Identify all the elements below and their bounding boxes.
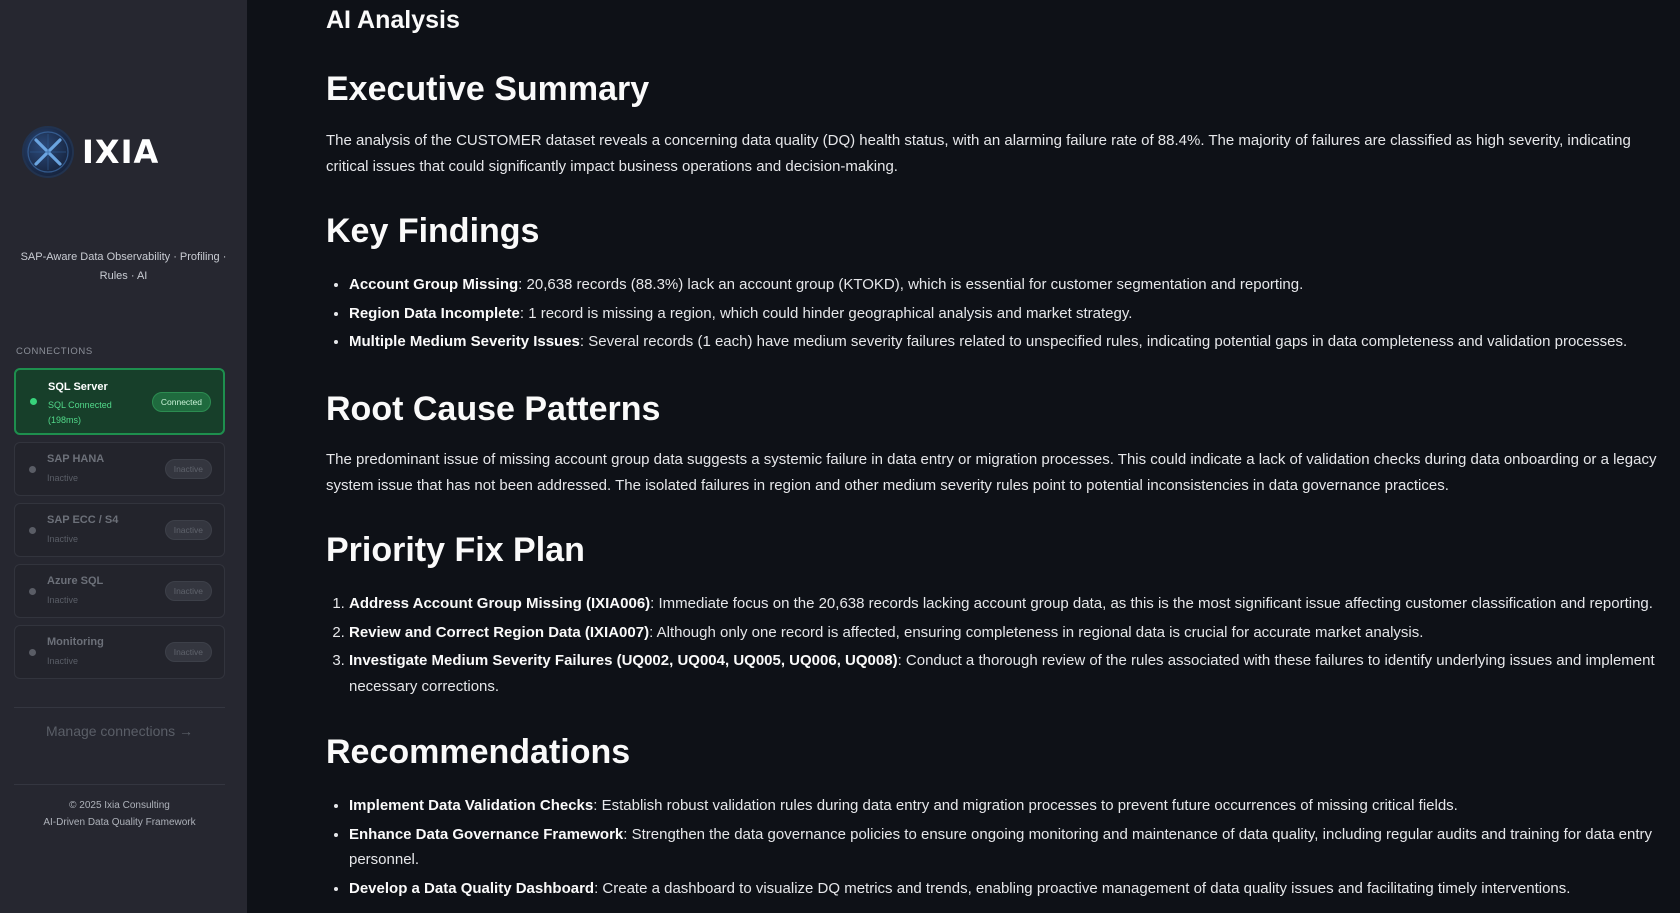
ixia-logo-mark-icon (22, 126, 74, 178)
list-item (349, 591, 1676, 617)
status-dot-icon (29, 466, 36, 473)
fix-title: Investigate Medium Severity Failures (UQ002, UQ004, UQ005, UQ006, UQ008) (349, 652, 898, 669)
recommendation-title: Enhance Data Governance Framework (349, 825, 624, 843)
recommendation-text: : Strengthen the data governance policies to ensure ongoing monitoring and maintenance of data quality, including regular audits and training for data entry personnel. (349, 825, 1653, 868)
recommendation-title: Implement Data Validation Checks (349, 797, 594, 814)
list-item (349, 648, 1676, 699)
finding-text: : 1 record is missing a region, which could hinder geographical analysis and market strategy. (519, 304, 1133, 322)
connection-name: SQL Server (48, 381, 108, 393)
connection-sql-server[interactable] (14, 368, 225, 435)
sidebar (0, 0, 247, 913)
tagline-line-1: SAP-Aware Data Observability · Profiling · (20, 251, 227, 263)
status-badge: Inactive (165, 459, 212, 479)
root-cause-heading: Root Cause Patterns (326, 390, 661, 428)
finding-title: Account Group Missing (349, 276, 519, 293)
list-item (349, 272, 1676, 298)
manage-connections-link[interactable]: Manage connections → (45, 723, 194, 739)
list-item (349, 793, 1676, 819)
priority-fix-plan-heading: Priority Fix Plan (326, 531, 585, 569)
fix-text: : Conduct a thorough review of the rules associated with these failures to identify underlying issues and implement necessary corrections. (349, 652, 1655, 695)
connection-status: Inactive (47, 473, 79, 483)
list-item (349, 822, 1676, 873)
priority-fix-plan-list (326, 591, 1676, 702)
status-dot-icon (29, 527, 36, 534)
connection-sap-ecc-s4[interactable] (14, 503, 225, 557)
page-title: AI Analysis (326, 6, 460, 34)
copyright-text: © 2025 Ixia Consulting (69, 800, 170, 811)
sidebar-footer (0, 797, 239, 831)
connections-list (14, 368, 225, 686)
connection-status-line-1: SQL Connected (48, 400, 112, 410)
status-dot-icon (30, 398, 37, 405)
status-badge: Inactive (165, 520, 212, 540)
recommendation-title: Develop a Data Quality Dashboard (349, 879, 595, 897)
recommendation-text: : Create a dashboard to visualize DQ metrics and trends, enabling proactive management of data quality issues and facilitating timely interventions. (594, 879, 1571, 897)
connection-monitoring[interactable] (14, 625, 225, 679)
connections-section-label: CONNECTIONS (16, 346, 93, 357)
connection-status: Inactive (47, 656, 79, 666)
recommendation-text: : Establish robust validation rules during data entry and migration processes to prevent future occurrences of missing critical fields. (593, 797, 1458, 814)
recommendations-list (326, 793, 1676, 904)
sidebar-divider (14, 784, 225, 785)
finding-text: : 20,638 records (88.3%) lack an account group (KTOKD), which is essential for customer segmentation and reporting. (518, 276, 1304, 293)
list-item (349, 876, 1676, 902)
connection-status: Inactive (47, 534, 79, 544)
list-item (349, 301, 1676, 327)
logo-text: IXIA (82, 133, 160, 171)
tagline (10, 248, 237, 286)
status-badge: Inactive (165, 581, 212, 601)
fix-text: : Immediate focus on the 20,638 records lacking account group data, as this is the most significant issue affecting customer classification and reporting. (650, 595, 1653, 612)
fix-title: Review and Correct Region Data (IXIA007) (349, 623, 650, 641)
connection-name: Monitoring (47, 636, 104, 648)
fix-text: : Although only one record is affected, ensuring completeness in regional data is crucial for accurate market analysis. (649, 623, 1424, 641)
status-dot-icon (29, 588, 36, 595)
connection-azure-sql[interactable] (14, 564, 225, 618)
executive-summary-text: The analysis of the CUSTOMER dataset reveals a concerning data quality (DQ) health status, with an alarming failure rate of 88.4%. The majority of failures are classified as high severity, indicating critical issues that could significantly impact business operations and decision-making. (326, 132, 1631, 175)
connection-sap-hana[interactable] (14, 442, 225, 496)
connection-name: Azure SQL (47, 575, 104, 587)
connection-status (48, 398, 143, 428)
main-content (247, 0, 1680, 913)
connection-status: Inactive (47, 595, 79, 605)
status-badge: Inactive (165, 642, 212, 662)
key-findings-heading: Key Findings (326, 212, 540, 250)
sidebar-divider (14, 707, 225, 708)
key-findings-list (326, 272, 1676, 358)
list-item (349, 620, 1676, 646)
ixia-logo (22, 126, 159, 178)
status-badge: Connected (152, 392, 211, 412)
finding-title: Multiple Medium Severity Issues (349, 333, 580, 350)
executive-summary-heading: Executive Summary (326, 70, 650, 108)
connection-name: SAP ECC / S4 (47, 514, 119, 526)
status-dot-icon (29, 649, 36, 656)
finding-title: Region Data Incomplete (349, 304, 520, 322)
finding-text: : Several records (1 each) have medium severity failures related to unspecified rules, indicating potential gaps in data completeness and validation processes. (579, 333, 1628, 350)
footer-subtitle: AI-Driven Data Quality Framework (43, 817, 196, 828)
connection-status-line-2: (198ms) (48, 415, 82, 425)
list-item (349, 329, 1676, 355)
connection-name: SAP HANA (47, 453, 105, 465)
root-cause-text: The predominant issue of missing account group data suggests a systemic failure in data entry or migration processes. This could indicate a lack of validation checks during data onboarding or a legacy system issue that has not been addressed. The isolated failures in region and other medium severity rules point to potential inconsistencies in data governance practices. (326, 451, 1657, 494)
recommendations-heading: Recommendations (326, 733, 631, 771)
fix-title: Address Account Group Missing (IXIA006) (349, 595, 651, 612)
tagline-line-2: Rules · AI (99, 270, 148, 282)
